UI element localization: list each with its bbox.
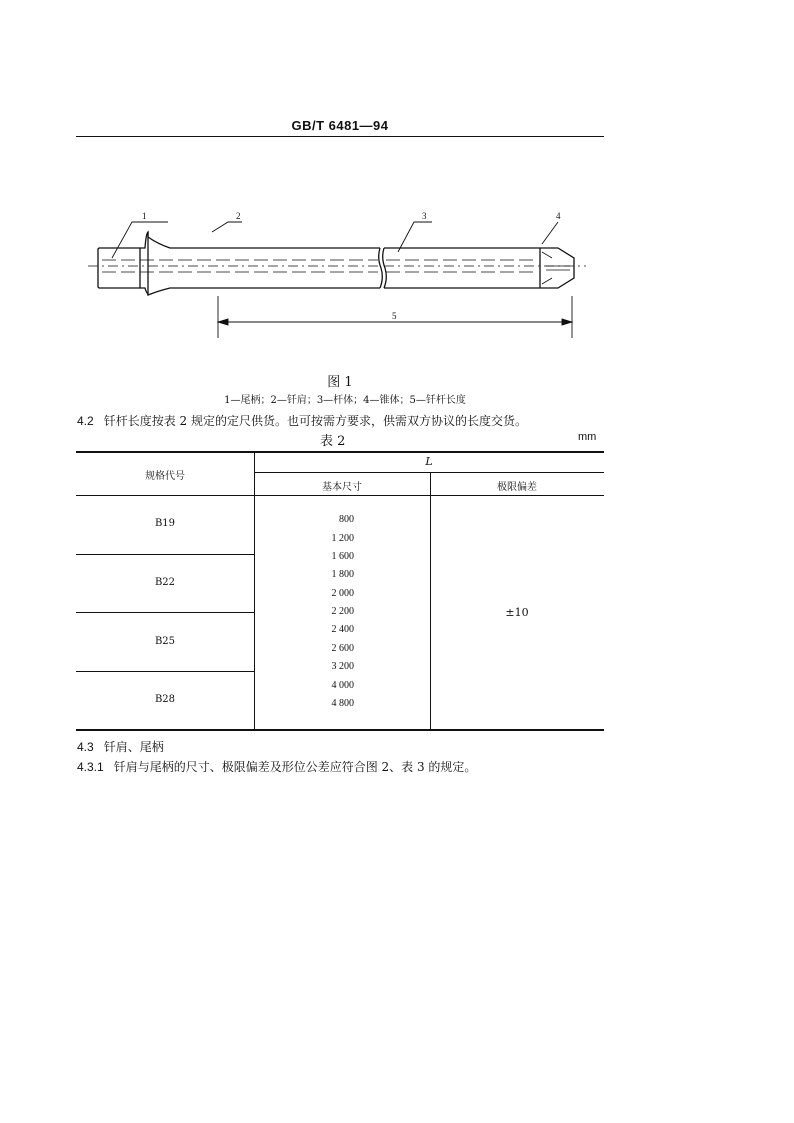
collar-bottom [140,288,380,295]
header-bottom-rule [76,495,604,496]
group-rule-1 [76,554,254,555]
header-spec-code: 规格代号 [145,471,185,482]
section-4-3 [77,738,164,755]
label-3: 3 [422,211,427,221]
spec-code-b19: B19 [154,518,176,529]
basic-size-cell: 2 600 [331,643,354,654]
section-text: 钎肩与尾柄的尺寸、极限偏差及形位公差应符合图 2、表 3 的规定。 [113,760,477,774]
col-divider-2 [430,472,431,729]
section-number: 4.2 [77,414,94,428]
basic-size-cell: 4 800 [331,698,354,709]
spec-code-b25: B25 [154,636,176,647]
section-4-3-1 [77,758,476,775]
drill-rod-figure [80,200,600,360]
section-4-2 [77,412,527,429]
leader-4 [542,222,558,244]
table-unit: mm [578,431,597,443]
spec-code-b22: B22 [154,577,176,588]
group-rule-2 [76,612,254,613]
basic-size-cell: 3 200 [331,661,354,672]
section-text: 钎肩、尾柄 [103,740,164,754]
figure-title: 图 1 [327,375,353,390]
label-1: 1 [142,211,147,221]
basic-size-cell: 2 400 [331,624,354,635]
header-basic-size: 基本尺寸 [322,482,362,493]
table-title: 表 2 [320,434,346,449]
leader-2 [212,222,242,232]
section-number: 4.3.1 [77,760,104,774]
basic-size-cell: 2 000 [331,588,354,599]
basic-size-cell: 1 600 [331,551,354,562]
basic-size-cell: 1 200 [331,533,354,544]
collar-top [140,232,380,248]
document-code: GB/T 6481—94 [291,118,389,133]
figure-legend: 1—尾柄；2—钎肩；3—杆体；4—锥体；5—钎杆长度 [224,395,466,406]
table-top-rule [76,451,604,453]
tolerance-value: ±10 [505,606,529,619]
header-divider [76,136,604,137]
header-split-rule [254,472,604,473]
basic-size-cell: 4 000 [331,680,354,691]
label-2: 2 [236,211,241,221]
group-rule-3 [76,671,254,672]
header-tolerance: 极限偏差 [497,482,537,493]
header-L: L [425,455,433,468]
spec-code-b28: B28 [154,694,176,705]
basic-size-cell: 1 800 [331,569,354,580]
section-number: 4.3 [77,740,94,754]
shank-shape [98,248,140,288]
section-text: 钎杆长度按表 2 规定的定尺供货。也可按需方要求，供需双方协议的长度交货。 [103,414,527,428]
basic-size-cell: 2 200 [331,606,354,617]
label-5: 5 [392,311,397,321]
table-bottom-rule [76,729,604,731]
basic-size-cell: 800 [339,514,354,525]
label-4: 4 [556,211,561,221]
